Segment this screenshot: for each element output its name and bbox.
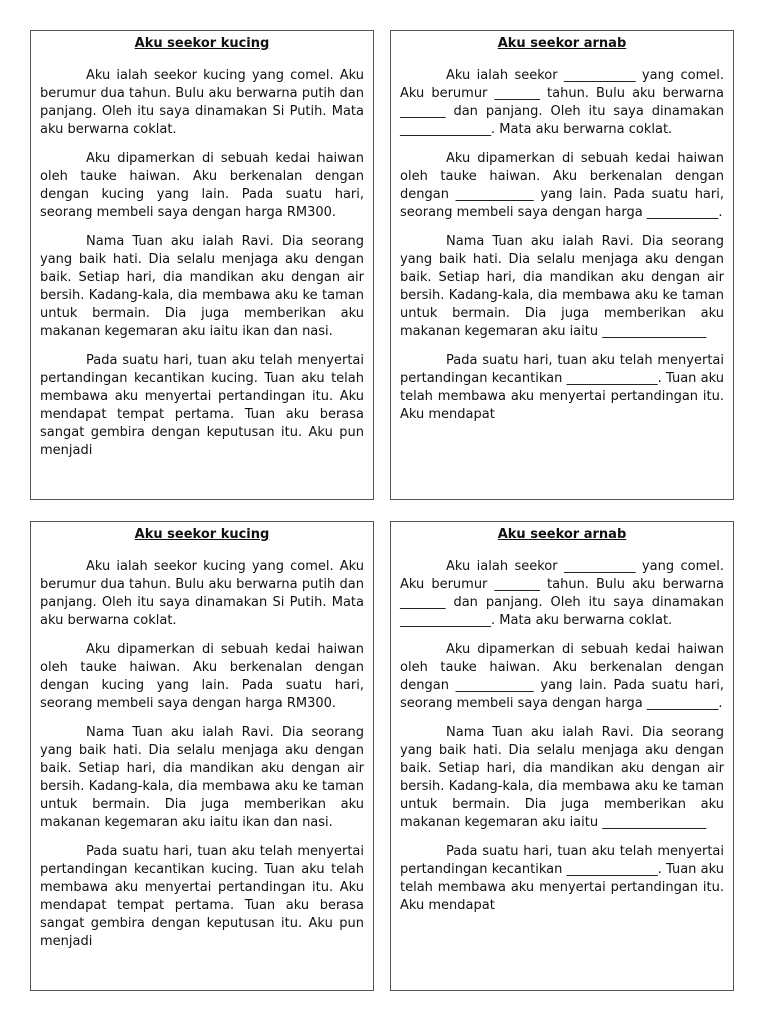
worksheet-title: Aku seekor arnab bbox=[497, 527, 627, 542]
passage-paragraph: Pada suatu hari, tuan aku telah menyertai pertandingan kecantikan kucing. Tuan aku telah membawa aku menyertai pertandingan itu. Aku mendapat tempat pertama. Tuan aku berasa sangat gembira dengan keputusan itu. Aku pun menjadi bbox=[40, 844, 364, 949]
passage-paragraph: Aku dipamerkan di sebuah kedai haiwan oleh tauke haiwan. Aku berkenalan dengan dengan kucing yang lain. Pada suatu hari, seorang membeli saya dengan harga RM300. bbox=[40, 642, 364, 711]
worksheet-card-arnab-top bbox=[390, 30, 734, 500]
worksheet-paragraph: Aku dipamerkan di sebuah kedai haiwan oleh tauke haiwan. Aku berkenalan dengan dengan ____________ yang lain. Pada suatu hari, seorang membeli saya dengan harga ___________. bbox=[400, 151, 724, 220]
passage-paragraph: Aku dipamerkan di sebuah kedai haiwan oleh tauke haiwan. Aku berkenalan dengan dengan kucing yang lain. Pada suatu hari, seorang membeli saya dengan harga RM300. bbox=[40, 151, 364, 220]
worksheet-paragraph: Nama Tuan aku ialah Ravi. Dia seorang yang baik hati. Dia selalu menjaga aku dengan baik. Setiap hari, dia mandikan aku dengan air bersih. Kadang-kala, dia membawa aku ke taman untuk bermain. Dia juga memberikan aku makanan kegemaran aku iaitu ________________ bbox=[400, 725, 724, 830]
passage-title: Aku seekor kucing bbox=[134, 527, 270, 542]
worksheet-paragraph: Nama Tuan aku ialah Ravi. Dia seorang yang baik hati. Dia selalu menjaga aku dengan baik. Setiap hari, dia mandikan aku dengan air bersih. Kadang-kala, dia membawa aku ke taman untuk bermain. Dia juga memberikan aku makanan kegemaran aku iaitu ________________ bbox=[400, 234, 724, 339]
passage-paragraph: Aku ialah seekor kucing yang comel. Aku berumur dua tahun. Bulu aku berwarna putih dan panjang. Oleh itu saya dinamakan Si Putih. Mata aku berwarna coklat. bbox=[40, 559, 364, 628]
passage-paragraph: Aku ialah seekor kucing yang comel. Aku berumur dua tahun. Bulu aku berwarna putih dan panjang. Oleh itu saya dinamakan Si Putih. Mata aku berwarna coklat. bbox=[40, 68, 364, 137]
passage-paragraph: Pada suatu hari, tuan aku telah menyertai pertandingan kecantikan kucing. Tuan aku telah membawa aku menyertai pertandingan itu. Aku mendapat tempat pertama. Tuan aku berasa sangat gembira dengan keputusan itu. Aku pun menjadi bbox=[40, 353, 364, 458]
worksheet-card-arnab-bottom bbox=[390, 521, 734, 991]
passage-paragraph: Nama Tuan aku ialah Ravi. Dia seorang yang baik hati. Dia selalu menjaga aku dengan baik. Setiap hari, dia mandikan aku dengan air bersih. Kadang-kala, dia membawa aku ke taman untuk bermain. Dia juga memberikan aku makanan kegemaran aku iaitu ikan dan nasi. bbox=[40, 234, 364, 339]
passage-paragraph: Nama Tuan aku ialah Ravi. Dia seorang yang baik hati. Dia selalu menjaga aku dengan baik. Setiap hari, dia mandikan aku dengan air bersih. Kadang-kala, dia membawa aku ke taman untuk bermain. Dia juga memberikan aku makanan kegemaran aku iaitu ikan dan nasi. bbox=[40, 725, 364, 830]
passage-card-kucing-top bbox=[30, 30, 374, 500]
worksheet-paragraph: Pada suatu hari, tuan aku telah menyertai pertandingan kecantikan ______________. Tuan aku telah membawa aku menyertai pertandingan itu. Aku mendapat bbox=[400, 844, 724, 913]
worksheet-title: Aku seekor arnab bbox=[497, 36, 627, 51]
passage-title: Aku seekor kucing bbox=[134, 36, 270, 51]
passage-card-kucing-bottom bbox=[30, 521, 374, 991]
worksheet-paragraph: Pada suatu hari, tuan aku telah menyertai pertandingan kecantikan ______________. Tuan aku telah membawa aku menyertai pertandingan itu. Aku mendapat bbox=[400, 353, 724, 422]
worksheet-paragraph: Aku ialah seekor ___________ yang comel. Aku berumur _______ tahun. Bulu aku berwarna _______ dan panjang. Oleh itu saya dinamakan ______________. Mata aku berwarna coklat. bbox=[400, 559, 724, 628]
worksheet-paragraph: Aku dipamerkan di sebuah kedai haiwan oleh tauke haiwan. Aku berkenalan dengan dengan ____________ yang lain. Pada suatu hari, seorang membeli saya dengan harga ___________. bbox=[400, 642, 724, 711]
worksheet-paragraph: Aku ialah seekor ___________ yang comel. Aku berumur _______ tahun. Bulu aku berwarna _______ dan panjang. Oleh itu saya dinamakan ______________. Mata aku berwarna coklat. bbox=[400, 68, 724, 137]
